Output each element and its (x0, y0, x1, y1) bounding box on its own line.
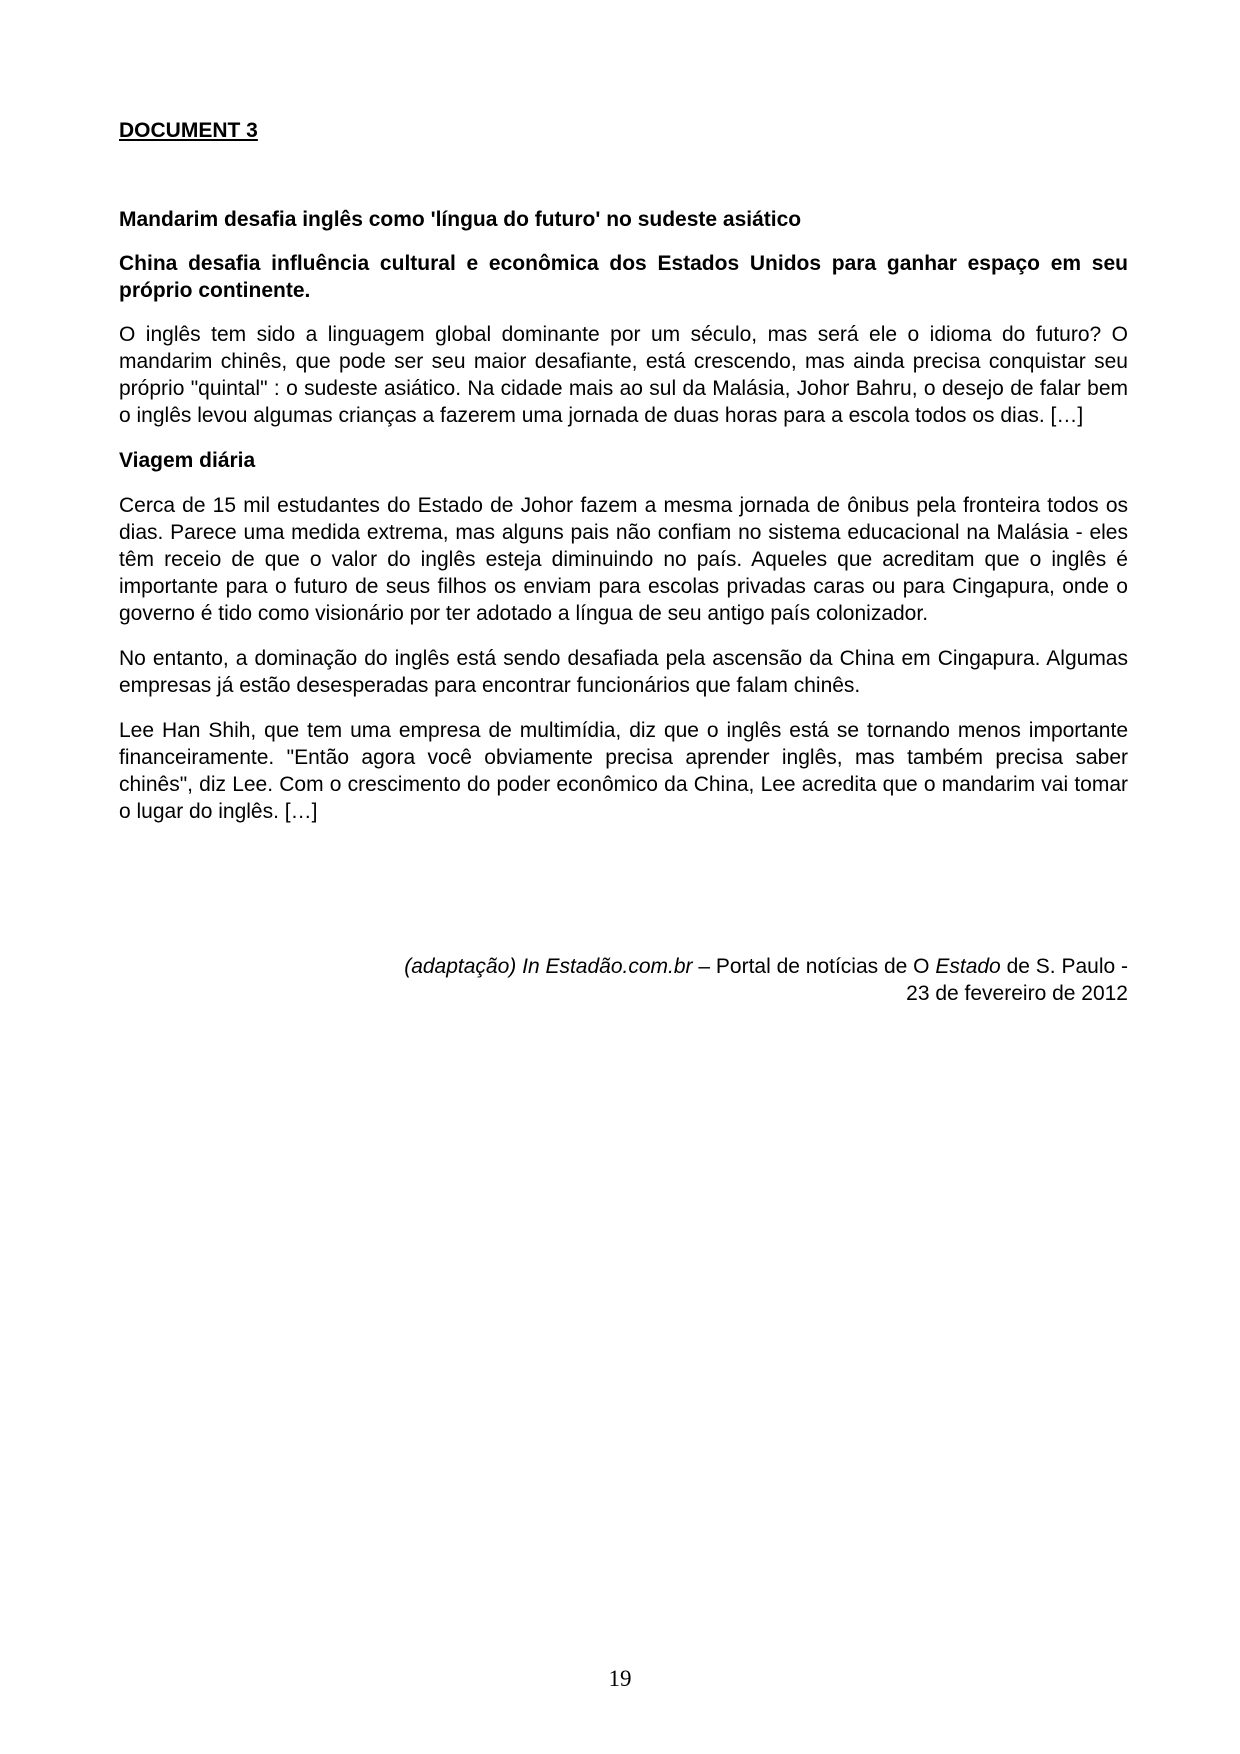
source-city: de S. Paulo - (1000, 955, 1128, 978)
document-label: DOCUMENT 3 (119, 119, 258, 142)
paragraph-1: Cerca de 15 mil estudantes do Estado de Johor fazem a mesma jornada de ônibus pela fronteira todos os dias. Parece uma medida extrema, mas alguns pais não confiam no sistema educacional na Malásia - eles têm receio de que o valor do inglês esteja diminuindo no país. Aqueles que acreditam que o inglês é importante para o futuro de seus filhos os enviam para escolas privadas caras ou para Cingapura, onde o governo é tido como visionário por ter adotado a língua de seu antigo país colonizador. (119, 494, 1128, 625)
intro-paragraph: O inglês tem sido a linguagem global dominante por um século, mas será ele o idioma do futuro? O mandarim chinês, que pode ser seu maior desafiante, está crescendo, mas ainda precisa conquistar seu próprio "quintal" : o sudeste asiático. Na cidade mais ao sul da Malásia, Johor Bahru, o desejo de falar bem o inglês levou algumas crianças a fazerem uma jornada de duas horas para a escola todos os dias. […] (119, 323, 1128, 427)
source-line-1 (119, 953, 1128, 980)
section-heading: Viagem diária (119, 449, 256, 472)
paragraph-2: No entanto, a dominação do inglês está sendo desafiada pela ascensão da China em Cingapura. Algumas empresas já estão desesperadas para encontrar funcionários que falam chinês. (119, 647, 1128, 697)
source-adaptation: (adaptação) In Estadão.com.br (404, 955, 693, 978)
article-body (119, 206, 1128, 843)
source-estado: Estado (935, 955, 1001, 978)
article-title: Mandarim desafia inglês como 'língua do futuro' no sudeste asiático (119, 208, 802, 231)
source-date: 23 de fevereiro de 2012 (906, 982, 1128, 1005)
source-portal: – Portal de notícias de O (692, 955, 936, 978)
source-citation (119, 953, 1128, 1007)
page-number: 19 (608, 1666, 632, 1691)
article-subtitle: China desafia influência cultural e econômica dos Estados Unidos para ganhar espaço em seu próprio continente. (119, 252, 1128, 302)
paragraph-3: Lee Han Shih, que tem uma empresa de multimídia, diz que o inglês está se tornando menos importante financeiramente. "Então agora você obviamente precisa aprender inglês, mas também precisa saber chinês", diz Lee. Com o crescimento do poder econômico da China, Lee acredita que o mandarim vai tomar o lugar do inglês. […] (119, 719, 1128, 823)
